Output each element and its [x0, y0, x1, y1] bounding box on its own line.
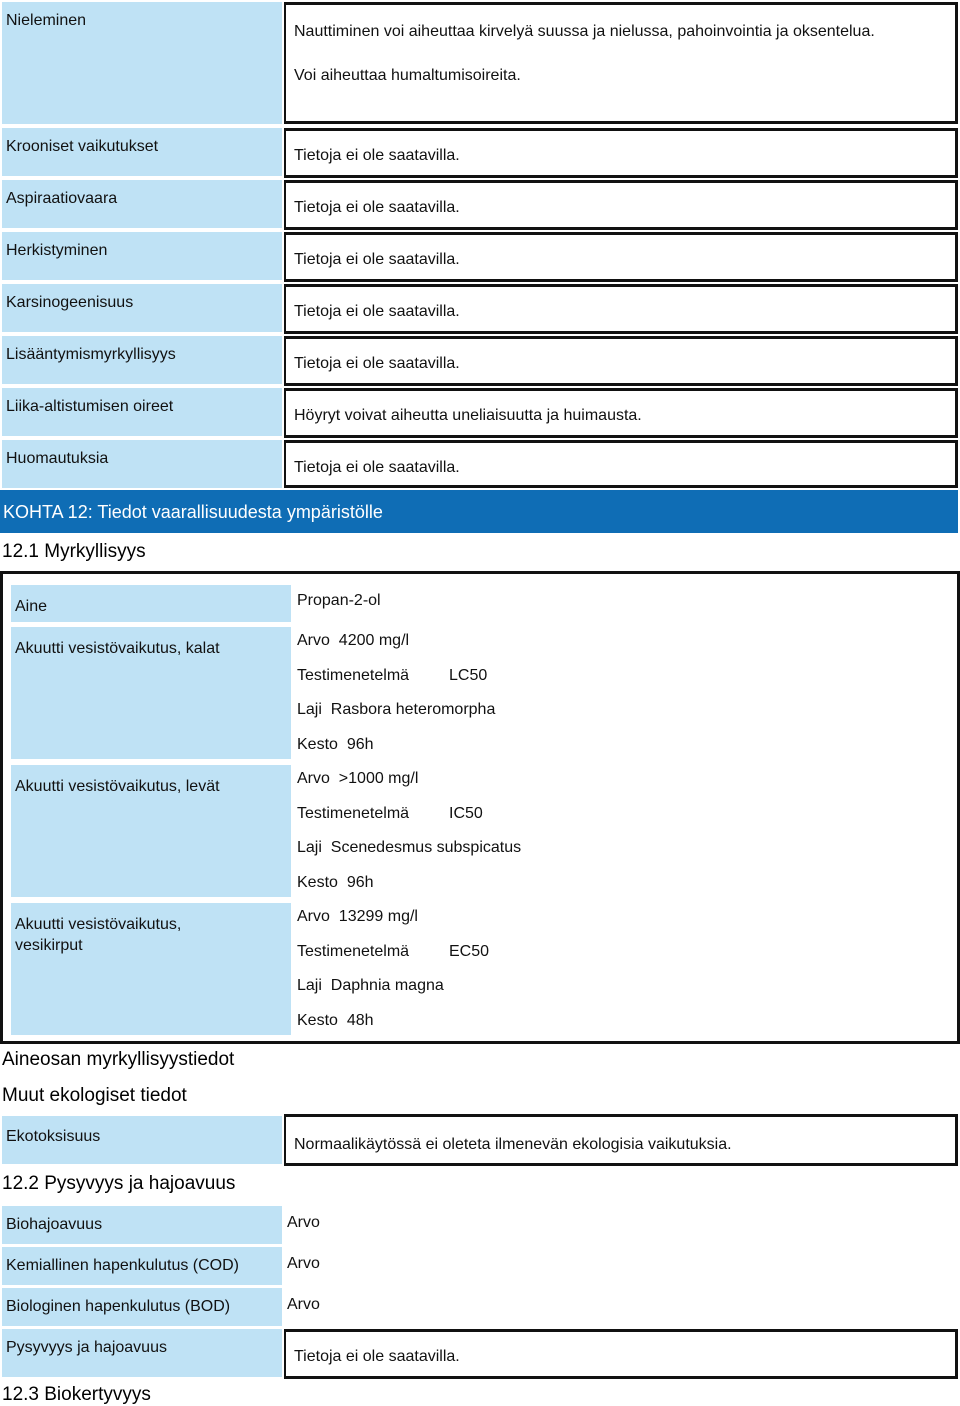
levat-test-key: Testimenetelmä — [297, 805, 410, 822]
row-value-biohajoavuus: Arvo — [287, 1214, 320, 1231]
row-value-lisaantymismyrkyllisyys: Tietoja ei ole saatavilla. — [284, 336, 958, 386]
levat-laji-key: Laji — [297, 839, 322, 856]
subheading-12-2: 12.2 Pysyvyys ja hajoavuus — [2, 1173, 236, 1194]
row-value-aspiraatiovaara: Tietoja ei ole saatavilla. — [284, 180, 958, 230]
row-label-pysyvyys: Pysyvyys ja hajoavuus — [2, 1329, 282, 1377]
kalat-kesto-key: Kesto — [297, 736, 338, 753]
row-value-liika-altistumisen: Höyryt voivat aiheutta uneliaisuutta ja huimausta. — [284, 388, 958, 438]
tox-label-aine: Aine — [11, 585, 291, 622]
levat-arvo-key: Arvo — [297, 770, 330, 787]
subheading-12-3: 12.3 Biokertyvyys — [2, 1384, 151, 1405]
vesikirput-label-line1: Akuutti vesistövaikutus, — [15, 916, 182, 933]
tox-label-vesikirput — [11, 903, 291, 1035]
tox-label-kalat: Akuutti vesistövaikutus, kalat — [11, 627, 291, 759]
row-value-bod: Arvo — [287, 1296, 320, 1313]
row-label-lisaantymismyrkyllisyys: Lisääntymismyrkyllisyys — [2, 336, 282, 384]
row-value-ekotoksisuus: Normaalikäytössä ei oleteta ilmenevän ekologisia vaikutuksia. — [284, 1114, 958, 1166]
row-label-karsinogeenisuus: Karsinogeenisuus — [2, 284, 282, 332]
levat-kesto: 96h — [346, 874, 374, 891]
vesikirput-laji-key: Laji — [297, 977, 322, 994]
levat-kesto-key: Kesto — [297, 874, 338, 891]
toxicity-table — [0, 571, 960, 1044]
tox-value-vesikirput — [289, 908, 959, 1038]
nieleminen-text-1: Nauttiminen voi aiheuttaa kirvelyä suussa ja nielussa, pahoinvointia ja oksentelua. — [294, 23, 875, 40]
row-label-biohajoavuus: Biohajoavuus — [2, 1206, 282, 1244]
subheading-12-1: 12.1 Myrkyllisyys — [2, 541, 146, 562]
row-label-liika-altistumisen: Liika-altistumisen oireet — [2, 388, 282, 436]
row-value-huomautuksia: Tietoja ei ole saatavilla. — [284, 440, 958, 488]
kalat-test-key: Testimenetelmä — [297, 667, 410, 684]
kalat-laji-key: Laji — [297, 701, 322, 718]
subheading-aineosan: Aineosan myrkyllisyystiedot — [2, 1049, 235, 1070]
levat-arvo: >1000 mg/l — [338, 770, 419, 787]
kalat-laji: Rasbora heteromorpha — [330, 701, 496, 718]
levat-test: IC50 — [449, 805, 483, 822]
vesikirput-kesto-key: Kesto — [297, 1012, 338, 1029]
row-label-cod: Kemiallinen hapenkulutus (COD) — [2, 1247, 282, 1285]
row-label-huomautuksia: Huomautuksia — [2, 440, 282, 488]
kalat-arvo: 4200 mg/l — [338, 632, 410, 649]
tox-value-kalat — [289, 632, 959, 762]
nieleminen-text-2: Voi aiheuttaa humaltumisoireita. — [294, 67, 521, 84]
vesikirput-laji: Daphnia magna — [330, 977, 444, 994]
tox-value-levat — [289, 770, 959, 900]
tox-label-levat: Akuutti vesistövaikutus, levät — [11, 765, 291, 897]
row-value-herkistyminen: Tietoja ei ole saatavilla. — [284, 232, 958, 282]
row-value-cod: Arvo — [287, 1255, 320, 1272]
tox-value-aine: Propan-2-ol — [297, 592, 381, 609]
vesikirput-label-line2: vesikirput — [15, 937, 83, 954]
row-label-nieleminen: Nieleminen — [2, 2, 282, 124]
row-label-ekotoksisuus: Ekotoksisuus — [2, 1116, 282, 1164]
section-header-12: KOHTA 12: Tiedot vaarallisuudesta ympäristölle — [0, 490, 958, 533]
row-label-aspiraatiovaara: Aspiraatiovaara — [2, 180, 282, 228]
row-label-herkistyminen: Herkistyminen — [2, 232, 282, 280]
row-value-karsinogeenisuus: Tietoja ei ole saatavilla. — [284, 284, 958, 334]
row-label-bod: Biologinen hapenkulutus (BOD) — [2, 1288, 282, 1326]
row-label-krooniset: Krooniset vaikutukset — [2, 128, 282, 176]
levat-laji: Scenedesmus subspicatus — [330, 839, 522, 856]
subheading-muut: Muut ekologiset tiedot — [2, 1085, 187, 1106]
row-value-krooniset: Tietoja ei ole saatavilla. — [284, 128, 958, 178]
vesikirput-kesto: 48h — [346, 1012, 374, 1029]
vesikirput-test-key: Testimenetelmä — [297, 943, 410, 960]
kalat-test: LC50 — [449, 667, 488, 684]
row-value-pysyvyys: Tietoja ei ole saatavilla. — [284, 1329, 958, 1379]
kalat-arvo-key: Arvo — [297, 632, 330, 649]
kalat-kesto: 96h — [346, 736, 374, 753]
row-value-nieleminen — [284, 2, 958, 124]
vesikirput-arvo-key: Arvo — [297, 908, 330, 925]
vesikirput-arvo: 13299 mg/l — [338, 908, 418, 925]
vesikirput-test: EC50 — [449, 943, 490, 960]
